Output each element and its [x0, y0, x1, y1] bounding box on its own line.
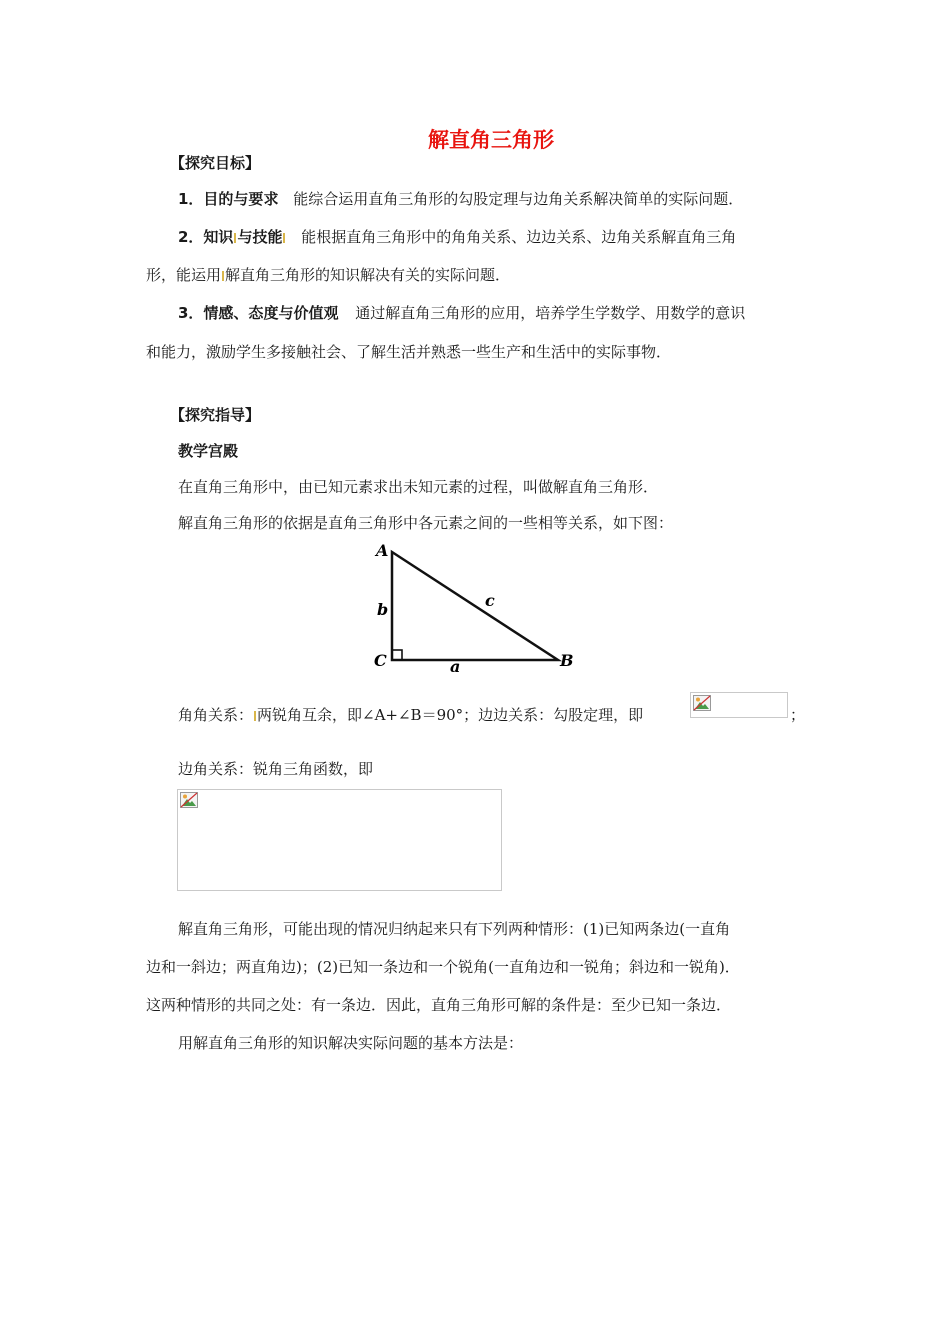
trig-functions-image: [177, 789, 502, 891]
goal-item-2-cont: [146, 264, 510, 285]
guide-p3-b: 两锐角互余，即∠A+∠B＝90°；边边关系：勾股定理，即: [257, 706, 644, 724]
goal-item-2: [178, 226, 736, 247]
edit-marker-icon: [222, 271, 224, 281]
goals-heading: 【探究目标】: [170, 154, 261, 172]
goal-1-label: 1．目的与要求: [178, 190, 279, 208]
goal-3-text-a: 通过解直角三角形的应用，培养学生学数学、用数学的意识: [355, 304, 746, 322]
guide-p3: [178, 704, 643, 725]
pythagorean-formula-image: [690, 692, 788, 718]
right-angle-marker: [392, 650, 402, 660]
goal-2-text-a: 能根据直角三角形中的角角关系、边边关系、边角关系解直角三角: [301, 228, 737, 246]
guide-p5-line3: 这两种情形的共同之处：有一条边．因此，直角三角形可解的条件是：至少已知一条边．: [146, 996, 732, 1014]
side-label-b: b: [377, 600, 389, 619]
guide-heading: 【探究指导】: [170, 406, 261, 424]
goal-2-label-a: 2．知识: [178, 228, 234, 246]
goal-1-text: 能综合运用直角三角形的勾股定理与边角关系解决简单的实际问题．: [293, 190, 744, 208]
page-title: 解直角三角形: [428, 128, 554, 152]
goal-3-text-b: 和能力，激励学生多接触社会、了解生活并熟悉一些生产和生活中的实际事物．: [146, 343, 672, 361]
broken-image-icon: [693, 695, 711, 711]
guide-p4: 边角关系：锐角三角函数，即: [178, 760, 374, 778]
side-label-c: c: [485, 591, 495, 610]
goal-2-text-b: 形，能运用: [146, 266, 222, 284]
guide-p5-line2: 边和一斜边；两直角边)；(2)已知一条边和一个锐角(一直角边和一锐角；斜边和一锐角)．: [146, 958, 740, 976]
side-label-a: a: [450, 657, 461, 675]
guide-p5-line1: 解直角三角形，可能出现的情况归纳起来只有下列两种情形：(1)已知两条边(一直角: [178, 920, 731, 938]
right-triangle-figure: [370, 540, 580, 675]
goal-2-label-b: 与技能: [237, 228, 283, 246]
guide-p2: 解直角三角形的依据是直角三角形中各元素之间的一些相等关系，如下图：: [178, 514, 674, 532]
edit-marker-icon: [283, 233, 285, 243]
guide-p3-c: ；: [790, 706, 806, 724]
vertex-label-a: A: [376, 541, 389, 560]
vertex-label-b: B: [560, 651, 574, 670]
guide-p1: 在直角三角形中，由已知元素求出未知元素的过程，叫做解直角三角形．: [178, 478, 659, 496]
goal-item-3: [178, 302, 745, 323]
guide-p6: 用解直角三角形的知识解决实际问题的基本方法是：: [178, 1034, 524, 1052]
goal-2-text-c: 解直角三角形的知识解决有关的实际问题．: [225, 266, 511, 284]
vertex-label-c: C: [374, 651, 387, 670]
goal-item-1: [178, 188, 743, 209]
guide-p3-a: 角角关系：: [178, 706, 254, 724]
edit-marker-icon: [254, 711, 256, 721]
guide-subheading: 教学宫殿: [178, 442, 239, 460]
broken-image-icon: [180, 792, 198, 808]
triangle-shape: [392, 552, 558, 660]
goal-3-label: 3．情感、态度与价值观: [178, 304, 339, 322]
